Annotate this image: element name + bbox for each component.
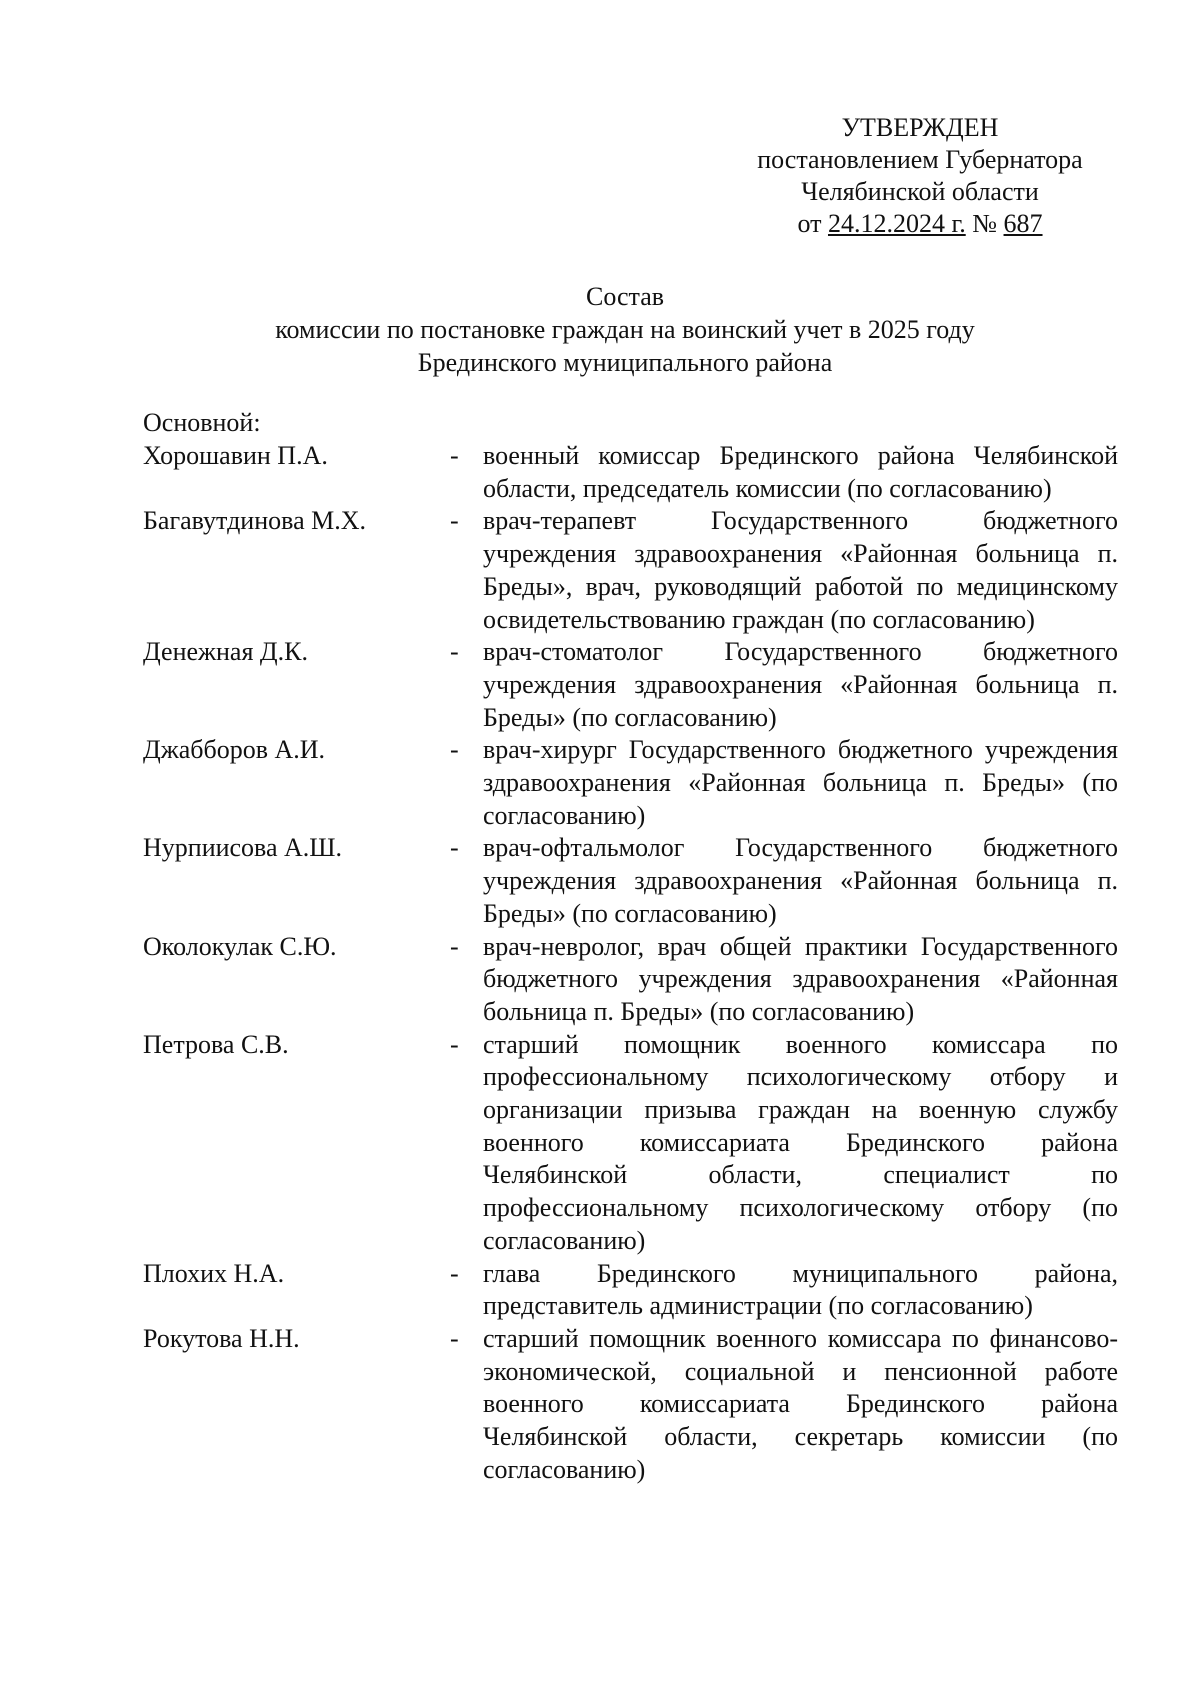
section-label: Основной: bbox=[143, 408, 261, 437]
member-dash: - bbox=[450, 441, 459, 470]
member-role: врач-хирург Государственного бюджетного учреждения здравоохранения «Районная больница п. Бреды» (по согласованию) bbox=[483, 735, 1118, 830]
member-role: врач-офтальмолог Государственного бюджетного учреждения здравоохранения «Районная больница п. Бреды» (по согласованию) bbox=[483, 833, 1118, 928]
members-list bbox=[143, 440, 1118, 1487]
member-role: старший помощник военного комиссара по финансово-экономической, социальной и пенсионной работе военного комиссариата Брединского района Челябинской области, секретарь комиссии (по согласованию) bbox=[483, 1323, 1118, 1484]
title-line-1: Состав bbox=[585, 282, 665, 311]
member-row bbox=[143, 1323, 1118, 1487]
member-row bbox=[143, 832, 1118, 930]
approved-region-line: Челябинской области bbox=[801, 177, 1039, 206]
member-role: врач-терапевт Государственного бюджетного учреждения здравоохранения «Районная больница п. Бреды», врач, руководящий работой по медицинскому освидетельствованию граждан (по согласованию) bbox=[483, 506, 1118, 634]
document-title bbox=[120, 280, 1130, 379]
member-dash: - bbox=[450, 506, 459, 536]
member-name: Багавутдинова М.Х. bbox=[143, 506, 367, 536]
member-name: Рокутова Н.Н. bbox=[143, 1323, 300, 1353]
member-name: Денежная Д.К. bbox=[143, 637, 309, 667]
member-role: врач-невролог, врач общей практики Государственного бюджетного учреждения здравоохранения «Районная больница п. Бреды» (по согласованию) bbox=[483, 931, 1118, 1026]
decree-number: 687 bbox=[1003, 209, 1043, 238]
date-prefix: от bbox=[797, 209, 828, 238]
approval-stamp bbox=[735, 112, 1105, 240]
member-dash: - bbox=[450, 833, 459, 863]
member-role: старший помощник военного комиссара по профессиональному психологическому отбору и организации призыва граждан на военную службу военного комиссариата Брединского района Челябинской области, специалист по профессиональному психологическому отбору (по согласованию) bbox=[483, 1029, 1118, 1255]
member-name: Плохих Н.А. bbox=[143, 1258, 285, 1288]
member-dash: - bbox=[450, 1258, 459, 1288]
member-name: Нурпиисова А.Ш. bbox=[143, 833, 343, 863]
member-name: Джабборов А.И. bbox=[143, 735, 326, 765]
member-row bbox=[143, 1029, 1118, 1258]
member-dash: - bbox=[450, 931, 459, 961]
member-role: военный комиссар Брединского района Челябинской области, председатель комиссии (по согласованию) bbox=[483, 441, 1118, 503]
member-dash: - bbox=[450, 1323, 459, 1353]
member-role: врач-стоматолог Государственного бюджетного учреждения здравоохранения «Районная больница п. Бреды» (по согласованию) bbox=[483, 637, 1118, 732]
member-row bbox=[143, 440, 1118, 505]
member-row bbox=[143, 734, 1118, 832]
member-row bbox=[143, 931, 1118, 1029]
number-sign: № bbox=[965, 209, 1004, 238]
member-row bbox=[143, 1258, 1118, 1323]
member-dash: - bbox=[450, 1029, 459, 1059]
approved-by-line: постановлением Губернатора bbox=[757, 145, 1083, 174]
member-role: глава Брединского муниципального района, представитель администрации (по согласованию) bbox=[483, 1258, 1118, 1321]
member-name: Околокулак С.Ю. bbox=[143, 931, 337, 961]
title-line-3: Брединского муниципального района bbox=[417, 348, 833, 377]
member-row bbox=[143, 505, 1118, 636]
approved-date-line bbox=[735, 208, 1105, 240]
approved-heading: УТВЕРЖДЕН bbox=[841, 113, 999, 142]
member-name: Хорошавин П.А. bbox=[143, 441, 328, 470]
member-row bbox=[143, 636, 1118, 734]
member-dash: - bbox=[450, 735, 459, 765]
title-line-2: комиссии по постановке граждан на воинский учет в 2025 году bbox=[275, 315, 975, 344]
member-dash: - bbox=[450, 637, 459, 667]
member-name: Петрова С.В. bbox=[143, 1029, 289, 1059]
decree-date: 24.12.2024 г. bbox=[827, 209, 966, 238]
